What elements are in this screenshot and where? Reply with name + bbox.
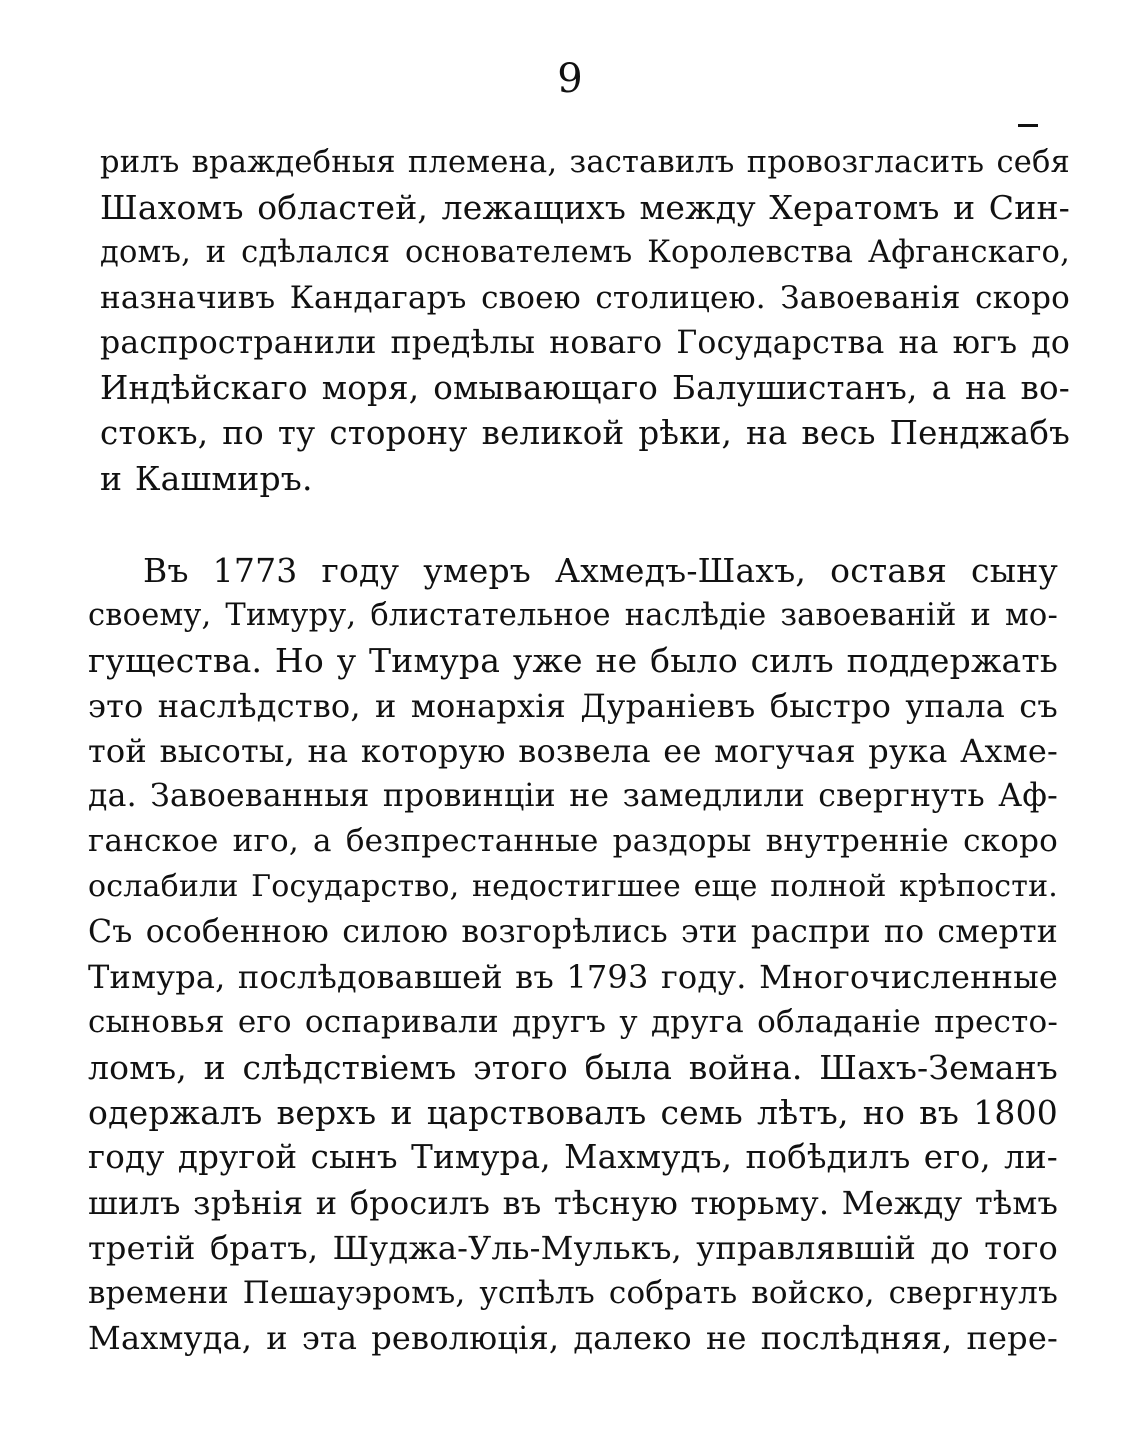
text-line: стокъ, по ту сторону великой рѣки, на весь Пенджабъ bbox=[100, 414, 1070, 453]
text-line: ломъ, и слѣдствіемъ этого была война. Шахъ-Земанъ bbox=[88, 1048, 1058, 1088]
text-line: Съ особенною силою возгорѣлись эти распри по смерти bbox=[88, 913, 1058, 950]
text-line: Въ 1773 году умеръ Ахмедъ-Шахъ, оставя сыну bbox=[143, 551, 1058, 590]
dash-mark bbox=[1018, 124, 1038, 127]
text-line: да. Завоеванныя провинціи не замедлили свергнуть Аф- bbox=[88, 777, 1058, 814]
text-line: сыновья его оспаривали другъ у друга обладаніе престо- bbox=[88, 1003, 1058, 1040]
text-line: году другой сынъ Тимура, Махмудъ, побѣдилъ его, ли- bbox=[88, 1138, 1058, 1177]
text-line: Махмуда, и эта революція, далеко не послѣдняя, пере- bbox=[88, 1319, 1058, 1358]
text-line: времени Пешауэромъ, успѣлъ собрать войско, свергнулъ bbox=[88, 1275, 1058, 1311]
text-line: третій братъ, Шуджа-Уль-Мулькъ, управлявшій до того bbox=[88, 1228, 1058, 1267]
text-line: Индѣйскаго моря, омывающаго Балушистанъ, а на во- bbox=[100, 368, 1070, 407]
text-line: Тимура, послѣдовавшей въ 1793 году. Многочисленные bbox=[88, 957, 1058, 996]
text-line: ганское иго, а безпрестанные раздоры внутренніе скоро bbox=[88, 823, 1058, 860]
text-line: одержалъ верхъ и царствовалъ семь лѣтъ, но въ 1800 bbox=[88, 1093, 1058, 1133]
text-line: гущества. Но у Тимура уже не было силъ поддержать bbox=[88, 641, 1058, 681]
paragraph-1 bbox=[100, 140, 1070, 502]
text-line: это наслѣдство, и монархія Дураніевъ быстро упала съ bbox=[88, 686, 1058, 725]
text-line: рилъ враждебныя племена, заставилъ провозгласить себя bbox=[100, 145, 1070, 180]
text-line: назначивъ Кандагаръ своею столицею. Завоеванія скоро bbox=[100, 279, 1070, 316]
text-line: домъ, и сдѣлался основателемъ Королевства Афганскаго, bbox=[100, 235, 1070, 271]
page-number: 9 bbox=[557, 56, 583, 102]
text-line: Шахомъ областей, лежащихъ между Хератомъ и Син- bbox=[100, 188, 1070, 228]
text-line: той высоты, на которую возвела ее могучая рука Ахме- bbox=[88, 731, 1058, 770]
text-line: ослабили Государство, недостигшее еще полной крѣпости. bbox=[88, 869, 1058, 905]
text-line: и Кашмиръ. bbox=[100, 459, 313, 499]
text-line: шилъ зрѣнія и бросилъ въ тѣсную тюрьму. Между тѣмъ bbox=[88, 1183, 1058, 1222]
paragraph-2 bbox=[88, 548, 1058, 1361]
text-line: распространили предѣлы новаго Государства на югъ до bbox=[100, 324, 1070, 361]
text-line: своему, Тимуру, блистательное наслѣдіе завоеваній и мо- bbox=[88, 598, 1058, 634]
